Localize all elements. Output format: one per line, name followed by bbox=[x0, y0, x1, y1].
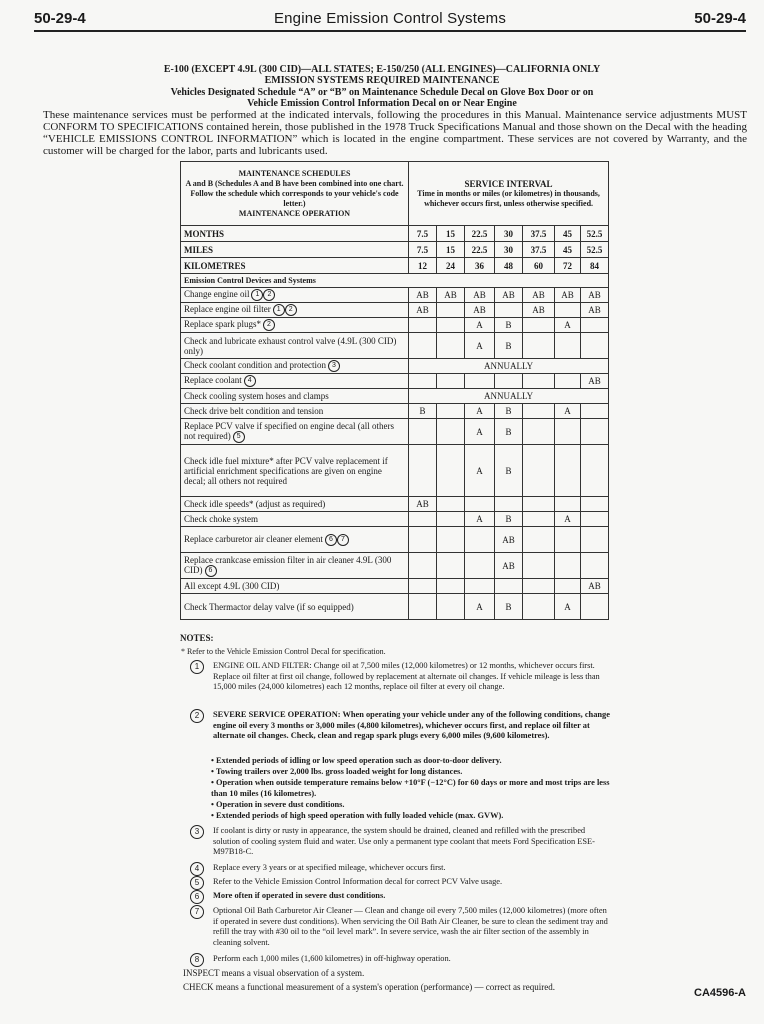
interval-value: 12 bbox=[409, 258, 437, 274]
interval-value: 36 bbox=[465, 258, 495, 274]
operation-text: Replace carburetor air cleaner element bbox=[184, 533, 323, 544]
schedule-cell: AB bbox=[495, 288, 523, 303]
operation-row bbox=[181, 288, 609, 303]
schedule-cell bbox=[555, 553, 581, 579]
operation-label bbox=[181, 497, 409, 512]
note-6: More often if operated in severe dust conditions. bbox=[213, 891, 386, 900]
operation-text: Replace crankcase emission filter in air cleaner 4.9L (300 CID) bbox=[184, 554, 392, 575]
operation-text: Check and lubricate exhaust control valve (4.9L (300 CID) only) bbox=[184, 335, 397, 356]
note-7: Optional Oil Bath Carburetor Air Cleaner — Clean and change oil every 7,500 miles (12,000 kilometres) (more often if operated in severe dust conditions). When servicing the Oil Bath Air Cleaner, be sure to clean the sediment tray and refill the tray with #30 oil to the “oil level mark”. In severe service, wash the air filter section of the assembly in cleaning solvent. bbox=[213, 906, 608, 947]
note-ref-marker: 4 bbox=[244, 375, 256, 387]
interval-value: 52.5 bbox=[581, 226, 609, 242]
schedule-cell bbox=[555, 445, 581, 497]
schedule-cell: B bbox=[495, 594, 523, 620]
schedule-cell bbox=[555, 333, 581, 359]
headline-line-3: Vehicles Designated Schedule “A” or “B” on Maintenance Schedule Decal on Glove Box Door or on bbox=[170, 87, 594, 98]
schedule-cell bbox=[523, 497, 555, 512]
interval-header bbox=[409, 162, 609, 226]
operation-label bbox=[181, 404, 409, 419]
operation-row bbox=[181, 553, 609, 579]
note-4: Replace every 3 years or at specified mileage, whichever occurs first. bbox=[213, 863, 446, 872]
operation-label bbox=[181, 527, 409, 553]
interval-row-label: MILES bbox=[181, 242, 409, 258]
schedule-cell bbox=[409, 512, 437, 527]
note-ref-marker: 6 bbox=[205, 565, 217, 577]
schedule-cell bbox=[581, 333, 609, 359]
operation-label bbox=[181, 333, 409, 359]
operation-text: Check coolant condition and protection bbox=[184, 360, 326, 371]
schedule-cell: AB bbox=[581, 579, 609, 594]
interval-row-label: MONTHS bbox=[181, 226, 409, 242]
schedule-cell bbox=[523, 527, 555, 553]
schedule-cell: A bbox=[465, 404, 495, 419]
schedule-cell bbox=[465, 527, 495, 553]
schedule-cell bbox=[581, 404, 609, 419]
operation-text: Check idle fuel mixture* after PCV valve replacement if artificial enrichment specifications are given on engine decal; all others not required bbox=[184, 455, 388, 486]
interval-value: 37.5 bbox=[523, 242, 555, 258]
note-2: SEVERE SERVICE OPERATION: When operating your vehicle under any of the following conditions, change engine oil every 3 months or 3,000 miles (4,800 kilometres), whichever occurs first, and replace oil filter at alternate oil changes. Check, clean and regap spark plugs every 6,000 miles (9,600 kilometres). bbox=[213, 710, 610, 741]
schedule-cell bbox=[523, 333, 555, 359]
operation-row bbox=[181, 359, 609, 374]
schedule-cell bbox=[581, 594, 609, 620]
inspect-definition: INSPECT means a visual observation of a system. bbox=[183, 968, 365, 978]
schedule-cell: A bbox=[465, 594, 495, 620]
interval-desc: Time in months or miles (or kilometres) in thousands, whichever occurs first, unless otherwise specified. bbox=[417, 188, 600, 208]
note-7-marker: 7 bbox=[190, 905, 204, 919]
operation-label bbox=[181, 419, 409, 445]
interval-value: 60 bbox=[523, 258, 555, 274]
page-header bbox=[34, 8, 746, 32]
interval-value: 30 bbox=[495, 226, 523, 242]
schedule-cell bbox=[581, 553, 609, 579]
schedule-cell: AB bbox=[409, 303, 437, 318]
operation-text: Replace coolant bbox=[184, 375, 242, 386]
note-star: * Refer to the Vehicle Emission Control Decal for specification. bbox=[181, 647, 386, 656]
schedule-cell bbox=[555, 303, 581, 318]
operation-title: MAINTENANCE OPERATION bbox=[238, 208, 351, 218]
note-3: If coolant is dirty or rusty in appearance, the system should be drained, cleaned and refilled with the prescribed solution of cooling system fluid and water. Use only a permanent type coolant that meets Ford Specification ESE-M97B18-C. bbox=[213, 826, 595, 857]
notes-heading: NOTES: bbox=[180, 633, 214, 643]
schedule-cell bbox=[437, 374, 465, 389]
operation-row bbox=[181, 374, 609, 389]
schedule-cell bbox=[523, 445, 555, 497]
note-ref-marker: 2 bbox=[263, 289, 275, 301]
schedule-cell bbox=[409, 579, 437, 594]
schedule-cell bbox=[555, 579, 581, 594]
interval-value: 30 bbox=[495, 242, 523, 258]
interval-value: 24 bbox=[437, 258, 465, 274]
operation-text: Check Thermactor delay valve (if so equipped) bbox=[184, 601, 354, 612]
note-1: ENGINE OIL AND FILTER: Change oil at 7,500 miles (12,000 kilometres) or 12 months, whichever occurs first. Replace oil filter at first oil change, followed by replacement at alternate oil changes. If vehicle mileage is less than 15,000 miles (24,000 kilometres) each 12 months, replace oil filter at every oil change. bbox=[213, 661, 600, 692]
schedule-cell bbox=[437, 318, 465, 333]
schedule-cell bbox=[523, 318, 555, 333]
schedule-cell: A bbox=[465, 512, 495, 527]
operation-text: Replace PCV valve if specified on engine decal (all others not required) bbox=[184, 420, 395, 441]
operation-row bbox=[181, 318, 609, 333]
schedule-cell bbox=[465, 579, 495, 594]
schedule-cell bbox=[555, 497, 581, 512]
schedule-cell bbox=[437, 303, 465, 318]
operation-row bbox=[181, 579, 609, 594]
schedule-cell bbox=[409, 419, 437, 445]
operation-row bbox=[181, 594, 609, 620]
note-2-bullet-5: • Extended periods of high speed operation with fully loaded vehicle (max. GVW). bbox=[211, 811, 504, 820]
interval-row-label: KILOMETRES bbox=[181, 258, 409, 274]
schedule-cell bbox=[523, 553, 555, 579]
note-2-bullet-1: • Extended periods of idling or low speed operation such as door-to-door delivery. bbox=[211, 756, 502, 765]
schedule-cell bbox=[495, 374, 523, 389]
schedule-cell: AB bbox=[409, 497, 437, 512]
interval-value: 37.5 bbox=[523, 226, 555, 242]
operation-text: Check choke system bbox=[184, 514, 258, 524]
page-title: Engine Emission Control Systems bbox=[273, 10, 507, 27]
note-5-marker: 5 bbox=[190, 876, 204, 890]
operation-label bbox=[181, 445, 409, 497]
schedule-cell bbox=[409, 333, 437, 359]
schedule-cell: B bbox=[495, 404, 523, 419]
span-value: ANNUALLY bbox=[409, 359, 609, 374]
note-ref-marker: 5 bbox=[233, 431, 245, 443]
schedule-cell bbox=[437, 419, 465, 445]
schedule-cell bbox=[409, 553, 437, 579]
section-label: Emission Control Devices and Systems bbox=[181, 274, 609, 288]
note-5: Refer to the Vehicle Emission Control Information decal for correct PCV Valve usage. bbox=[213, 877, 503, 886]
note-ref-marker: 3 bbox=[328, 360, 340, 372]
schedule-cell bbox=[581, 527, 609, 553]
schedule-cell bbox=[437, 445, 465, 497]
interval-value: 22.5 bbox=[465, 226, 495, 242]
schedule-cell: AB bbox=[581, 288, 609, 303]
schedule-cell: B bbox=[495, 333, 523, 359]
schedule-cell bbox=[437, 497, 465, 512]
operation-row bbox=[181, 445, 609, 497]
schedule-cell: A bbox=[555, 404, 581, 419]
schedule-cell: A bbox=[465, 318, 495, 333]
operation-label bbox=[181, 318, 409, 333]
operation-text: All except 4.9L (300 CID) bbox=[184, 581, 280, 591]
operation-row bbox=[181, 419, 609, 445]
schedule-cell: B bbox=[409, 404, 437, 419]
page-number-left: 50-29-4 bbox=[34, 10, 86, 27]
operation-row bbox=[181, 404, 609, 419]
interval-value: 45 bbox=[555, 242, 581, 258]
schedule-cell: AB bbox=[437, 288, 465, 303]
schedule-cell: AB bbox=[555, 288, 581, 303]
figure-code: CA4596-A bbox=[694, 987, 746, 999]
interval-value: 52.5 bbox=[581, 242, 609, 258]
schedule-cell: A bbox=[465, 419, 495, 445]
operation-row bbox=[181, 512, 609, 527]
operation-label bbox=[181, 288, 409, 303]
schedule-cell bbox=[555, 374, 581, 389]
operation-text: Replace engine oil filter bbox=[184, 304, 271, 315]
schedule-cell bbox=[437, 404, 465, 419]
headline-line-2: EMISSION SYSTEMS REQUIRED MAINTENANCE bbox=[264, 75, 500, 86]
schedule-cell bbox=[437, 527, 465, 553]
schedule-cell bbox=[409, 527, 437, 553]
schedule-cell bbox=[465, 374, 495, 389]
operation-text: Replace spark plugs* bbox=[184, 319, 261, 330]
schedule-cell bbox=[523, 419, 555, 445]
schedule-cell: B bbox=[495, 512, 523, 527]
schedule-cell bbox=[523, 512, 555, 527]
schedule-cell bbox=[409, 445, 437, 497]
schedule-cell: A bbox=[555, 594, 581, 620]
schedule-cell: AB bbox=[465, 288, 495, 303]
interval-row bbox=[181, 242, 609, 258]
schedule-cell bbox=[437, 553, 465, 579]
note-2-bullet-3: • Operation when outside temperature remains below +10°F (−12°C) for 60 days or more and most trips are less than 10 miles (16 kilometres). bbox=[211, 778, 610, 798]
note-3-marker: 3 bbox=[190, 825, 204, 839]
schedule-cell: AB bbox=[523, 288, 555, 303]
interval-value: 15 bbox=[437, 226, 465, 242]
note-2-marker: 2 bbox=[190, 709, 204, 723]
interval-value: 48 bbox=[495, 258, 523, 274]
schedule-header bbox=[181, 162, 409, 226]
schedule-cell bbox=[523, 594, 555, 620]
schedule-cell: AB bbox=[581, 303, 609, 318]
operation-text: Check cooling system hoses and clamps bbox=[184, 391, 329, 401]
schedule-cell bbox=[581, 419, 609, 445]
operation-row bbox=[181, 389, 609, 404]
schedule-cell bbox=[581, 512, 609, 527]
schedule-cell bbox=[409, 594, 437, 620]
maintenance-table bbox=[180, 161, 609, 620]
schedule-cell bbox=[495, 497, 523, 512]
schedule-cell bbox=[437, 512, 465, 527]
interval-value: 7.5 bbox=[409, 242, 437, 258]
note-8: Perform each 1,000 miles (1,600 kilometres) in off-highway operation. bbox=[213, 954, 451, 963]
schedule-cell: B bbox=[495, 445, 523, 497]
schedule-cell: AB bbox=[523, 303, 555, 318]
interval-value: 7.5 bbox=[409, 226, 437, 242]
schedule-cell bbox=[523, 374, 555, 389]
schedule-cell bbox=[495, 303, 523, 318]
schedule-cell: AB bbox=[495, 527, 523, 553]
note-4-marker: 4 bbox=[190, 862, 204, 876]
schedule-cell bbox=[581, 445, 609, 497]
interval-row bbox=[181, 226, 609, 242]
schedule-cell bbox=[437, 594, 465, 620]
interval-row bbox=[181, 258, 609, 274]
operation-label bbox=[181, 553, 409, 579]
schedule-cell bbox=[409, 318, 437, 333]
schedule-cell bbox=[555, 527, 581, 553]
schedule-cell bbox=[581, 497, 609, 512]
interval-title: SERVICE INTERVAL bbox=[464, 178, 553, 189]
operation-label bbox=[181, 512, 409, 527]
schedule-cell bbox=[495, 579, 523, 594]
operation-label bbox=[181, 374, 409, 389]
note-6-marker: 6 bbox=[190, 890, 204, 904]
schedule-title: MAINTENANCE SCHEDULES bbox=[238, 168, 351, 178]
schedule-cell: A bbox=[555, 318, 581, 333]
operation-label bbox=[181, 389, 409, 404]
note-8-marker: 8 bbox=[190, 953, 204, 967]
interval-value: 84 bbox=[581, 258, 609, 274]
schedule-cell bbox=[523, 404, 555, 419]
operation-text: Change engine oil bbox=[184, 289, 250, 300]
operation-row bbox=[181, 303, 609, 318]
interval-value: 15 bbox=[437, 242, 465, 258]
operation-label bbox=[181, 594, 409, 620]
interval-value: 22.5 bbox=[465, 242, 495, 258]
schedule-cell: A bbox=[465, 445, 495, 497]
operation-label bbox=[181, 359, 409, 374]
operation-row bbox=[181, 333, 609, 359]
schedule-cell bbox=[465, 553, 495, 579]
operation-text: Check idle speeds* (adjust as required) bbox=[184, 499, 326, 509]
note-ref-marker: 2 bbox=[285, 304, 297, 316]
schedule-cell: B bbox=[495, 318, 523, 333]
operation-label bbox=[181, 579, 409, 594]
operation-label bbox=[181, 303, 409, 318]
check-definition: CHECK means a functional measurement of a system's operation (performance) — correct as required. bbox=[183, 982, 555, 992]
note-ref-marker: 7 bbox=[337, 534, 349, 546]
note-ref-marker: 2 bbox=[263, 319, 275, 331]
headline-line-4: Vehicle Emission Control Information Decal on or Near Engine bbox=[247, 98, 517, 109]
headline-line-1: E-100 (EXCEPT 4.9L (300 CID)—ALL STATES; E-150/250 (ALL ENGINES)—CALIFORNIA ONLY bbox=[163, 64, 601, 75]
schedule-cell bbox=[465, 497, 495, 512]
span-value: ANNUALLY bbox=[409, 389, 609, 404]
schedule-cell bbox=[555, 419, 581, 445]
note-2-bullet-2: • Towing trailers over 2,000 lbs. gross loaded weight for long distances. bbox=[211, 767, 463, 776]
note-ref-marker: 1 bbox=[273, 304, 285, 316]
note-ref-marker: 1 bbox=[251, 289, 263, 301]
operation-row bbox=[181, 497, 609, 512]
schedule-cell bbox=[437, 579, 465, 594]
schedule-cell bbox=[409, 374, 437, 389]
interval-value: 45 bbox=[555, 226, 581, 242]
operation-row bbox=[181, 527, 609, 553]
page-number-right: 50-29-4 bbox=[694, 10, 746, 27]
schedule-cell: A bbox=[555, 512, 581, 527]
schedule-cell: AB bbox=[465, 303, 495, 318]
schedule-cell: B bbox=[495, 419, 523, 445]
operation-text: Check drive belt condition and tension bbox=[184, 406, 324, 416]
schedule-cell bbox=[523, 579, 555, 594]
intro-paragraph: These maintenance services must be performed at the indicated intervals, following the procedures in this Manual. Maintenance service adjustments MUST CONFORM TO SPECIFICATIONS contained herein, those published in the 1978 Truck Specifications Manual and those shown on the Decal with the heading “VEHICLE EMISSIONS CONTROL INFORMATION” which is located in the engine compartment. These services are not covered by Warranty, and the customer will be charged for the labor, parts and lubricants used. bbox=[43, 109, 747, 157]
schedule-cell: A bbox=[465, 333, 495, 359]
note-ref-marker: 6 bbox=[325, 534, 337, 546]
schedule-cell bbox=[437, 333, 465, 359]
note-2-bullet-4: • Operation in severe dust conditions. bbox=[211, 800, 345, 809]
note-1-marker: 1 bbox=[190, 660, 204, 674]
schedule-desc: A and B (Schedules A and B have been combined into one chart. Follow the schedule which corresponds to your vehicle's code letter.) bbox=[185, 178, 404, 208]
section-row bbox=[181, 274, 609, 288]
interval-value: 72 bbox=[555, 258, 581, 274]
schedule-cell: AB bbox=[581, 374, 609, 389]
schedule-cell: AB bbox=[495, 553, 523, 579]
schedule-cell: AB bbox=[409, 288, 437, 303]
schedule-cell bbox=[581, 318, 609, 333]
